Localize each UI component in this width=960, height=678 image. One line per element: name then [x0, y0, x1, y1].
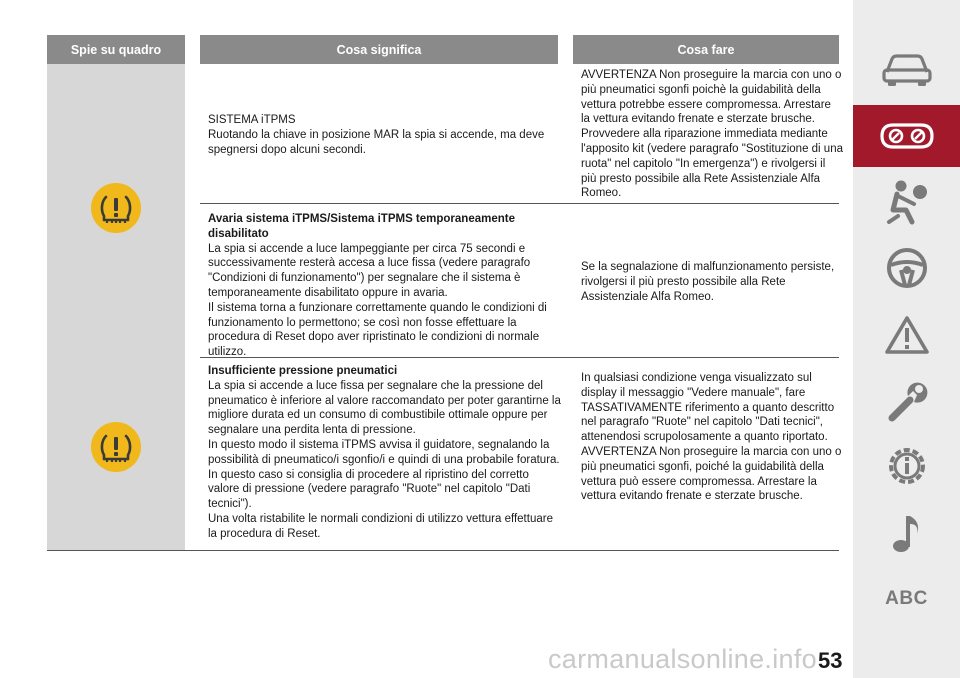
row2-meaning-text-2: Il sistema torna a funzionare correttamente quando le condizioni di funzionamento lo permettono; se così non fosse effettuare la procedura di Reset dopo aver ripristinato le condizioni di normale utilizzo. [208, 301, 547, 359]
info-gear-icon [884, 443, 930, 489]
row2-action [581, 260, 841, 304]
row2-meaning-title: Avaria sistema iTPMS/Sistema iTPMS temporaneamente disabilitato [208, 213, 515, 240]
warning-triangle-icon [884, 314, 930, 356]
tire-pressure-warning-icon [91, 422, 141, 472]
sidebar-item-dashboard[interactable] [853, 105, 960, 167]
row3-action [581, 371, 843, 504]
page-number: 53 [818, 648, 843, 673]
row3-meaning-text-1: La spia si accende a luce fissa per segnalare che la pressione del pneumatico è inferiore al valore raccomandato per poter garantirne la migliore durata ed un consumo di combustibile ottimale oppure per segnalare una perdita lenta di pressione. [208, 379, 561, 437]
sidebar-item-car[interactable] [853, 38, 960, 100]
sidebar-item-technical-data[interactable] [853, 435, 960, 497]
chapter-sidebar [853, 0, 960, 678]
row3-meaning [208, 364, 562, 542]
table-bottom-border [47, 550, 839, 551]
row2-meaning [208, 212, 562, 360]
dashboard-icon [878, 121, 936, 151]
watermark: carmanualsonline.info [548, 644, 817, 674]
sidebar-item-start-drive[interactable] [853, 237, 960, 299]
wrench-icon [884, 378, 930, 424]
row1-action-text: AVVERTENZA Non proseguire la marcia con uno o più pneumatici sgonfi poichè la guidabilità della vettura potrebbe essere compromessa. Arrestare la vettura evitando frenate e sterzate brusche. Provvedere alla riparazione immediata mediante l'apposito kit (vedere paragrafo "Sostituzione di una ruota" nel capitolo "In emergenza") e rivolgersi il più presto possibile alla Rete Assistenziale Alfa Romeo. [581, 69, 843, 200]
sidebar-item-index[interactable] [853, 568, 960, 630]
row3-action-text-1: In qualsiasi condizione venga visualizzato sul display il messaggio "Vedere manuale", fare TASSATIVAMENTE riferimento a quanto descritto nel paragrafo "Ruote" nel capitolo "Dati tecnici", attenendosi scrupolosamente a quanto riportato. [581, 372, 835, 444]
row1-meaning [208, 113, 558, 157]
music-note-icon [887, 510, 927, 556]
sidebar-item-emergency[interactable] [853, 304, 960, 366]
sidebar-item-multimedia[interactable] [853, 502, 960, 564]
steering-wheel-icon [885, 246, 929, 290]
row3-action-text-2: AVVERTENZA Non proseguire la marcia con uno o più pneumatici sgonfi, poiché la guidabilità della vettura può essere compromessa. Arrestare la vettura evitando frenate e sterzate brusche. [581, 445, 842, 503]
row3-meaning-text-2: In questo modo il sistema iTPMS avvisa il guidatore, segnalando la possibilità di pneumatico/i sgonfio/i e quindi di una probabile foratura. In questo caso si consiglia di procedere al ripristino del corretto valore di pressione (vedere paragrafo "Ruote" nel capitolo "Dati tecnici"). [208, 438, 560, 511]
row-divider [200, 203, 839, 204]
row2-meaning-text-1: La spia si accende a luce lampeggiante per circa 75 secondi e successivamente resterà accesa a luce fissa (vedere paragrafo "Condizioni di funzionamento") per segnalare che il sistema è temporaneamente disabilitato oppure in avaria. [208, 242, 531, 299]
row1-meaning-title: SISTEMA iTPMS [208, 114, 296, 126]
icon-cell-tpms-2 [47, 358, 185, 550]
row1-action [581, 68, 843, 201]
header-action: Cosa fare [573, 35, 839, 64]
sidebar-item-maintenance[interactable] [853, 370, 960, 432]
row1-meaning-text: Ruotando la chiave in posizione MAR la spia si accende, ma deve spegnersi dopo alcuni secondi. [208, 128, 545, 156]
icon-cell-tpms-1 [47, 64, 185, 358]
row2-action-text: Se la segnalazione di malfunzionamento persiste, rivolgersi il più presto possibile alla Rete Assistenziale Alfa Romeo. [581, 261, 835, 303]
seat-airbag-icon [884, 176, 930, 226]
tire-pressure-warning-icon [91, 183, 141, 233]
header-warning-lights: Spie su quadro [47, 35, 185, 64]
sidebar-item-safety[interactable] [853, 170, 960, 232]
row3-meaning-title: Insufficiente pressione pneumatici [208, 365, 398, 377]
header-meaning: Cosa significa [200, 35, 558, 64]
row3-meaning-text-3: Una volta ristabilite le normali condizioni di utilizzo vettura effettuare la procedura di Reset. [208, 512, 553, 540]
index-label: ABC [885, 588, 928, 609]
car-icon [881, 50, 933, 88]
